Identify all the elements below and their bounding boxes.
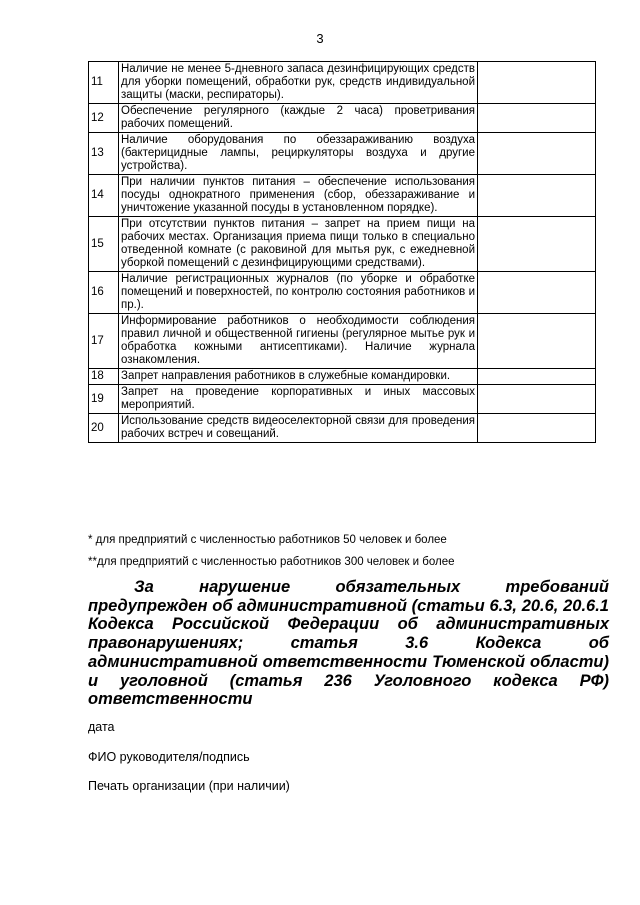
requirement-text: Информирование работников о необходимости соблюдения правил личной и общественной гигиены (регулярное мытье рук и обработка кожными антисептиками). Наличие журнала ознакомления.: [119, 314, 478, 369]
compliance-cell: [478, 62, 596, 104]
requirement-text: При отсутствии пунктов питания – запрет на прием пищи на рабочих местах. Организация приема пищи только в специально отведенной комнате (с раковиной для мытья рук, с ежедневной уборкой помещений с дезинфицирующими средствами).: [119, 217, 478, 272]
table-row: [89, 217, 596, 272]
compliance-cell: [478, 175, 596, 217]
requirement-text: Запрет направления работников в служебные командировки.: [119, 369, 478, 385]
requirements-table: [88, 61, 596, 443]
warning-line-1: За нарушение обязательных требований: [134, 578, 609, 596]
requirement-text: Использование средств видеоселекторной связи для проведения рабочих встреч и совещаний.: [119, 414, 478, 443]
row-number: 15: [89, 217, 119, 272]
requirement-text: Наличие оборудования по обеззараживанию воздуха (бактерицидные лампы, рециркуляторы воздуха и другие устройства).: [119, 133, 478, 175]
table-row: [89, 272, 596, 314]
row-number: 17: [89, 314, 119, 369]
table-row: [89, 369, 596, 385]
table-row: [89, 133, 596, 175]
warning-rest: предупрежден об административной (статьи 6.3, 20.6, 20.6.1 Кодекса Российской Федерации об административных правонарушениях; статья 3.6 Кодекса об административной ответственности Тюменской области) и уголовной (статья 236 Уголовного кодекса РФ) ответственности: [88, 596, 609, 709]
requirement-text: Наличие не менее 5-дневного запаса дезинфицирующих средств для уборки помещений, обработки рук, средств индивидуальной защиты (маски, респираторы).: [119, 62, 478, 104]
row-number: 14: [89, 175, 119, 217]
requirement-text: Наличие регистрационных журналов (по уборке и обработке помещений и поверхностей, по контролю состояния работников и пр.).: [119, 272, 478, 314]
table-row: [89, 62, 596, 104]
table-row: [89, 385, 596, 414]
compliance-cell: [478, 104, 596, 133]
table-row: [89, 414, 596, 443]
footnote-two-star: **для предприятий с численностью работников 300 человек и более: [88, 556, 455, 568]
row-number: 16: [89, 272, 119, 314]
requirement-text: Обеспечение регулярного (каждые 2 часа) проветривания рабочих помещений.: [119, 104, 478, 133]
stamp-label: Печать организации (при наличии): [88, 779, 290, 793]
row-number: 12: [89, 104, 119, 133]
row-number: 19: [89, 385, 119, 414]
head-signature-label: ФИО руководителя/подпись: [88, 750, 250, 764]
requirement-text: Запрет на проведение корпоративных и иных массовых мероприятий.: [119, 385, 478, 414]
table-row: [89, 175, 596, 217]
compliance-cell: [478, 133, 596, 175]
row-number: 11: [89, 62, 119, 104]
footnote-one-star: * для предприятий с численностью работников 50 человек и более: [88, 534, 447, 546]
row-number: 20: [89, 414, 119, 443]
page-number: 3: [316, 31, 324, 46]
row-number: 18: [89, 369, 119, 385]
row-number: 13: [89, 133, 119, 175]
compliance-cell: [478, 272, 596, 314]
requirement-text: При наличии пунктов питания – обеспечение использования посуды однократного применения (сбор, обеззараживание и уничтожение указанной посуды в установленном порядке).: [119, 175, 478, 217]
table-row: [89, 104, 596, 133]
date-label: дата: [88, 720, 115, 734]
liability-warning: [88, 578, 609, 709]
table-row: [89, 314, 596, 369]
compliance-cell: [478, 369, 596, 385]
compliance-cell: [478, 414, 596, 443]
compliance-cell: [478, 385, 596, 414]
compliance-cell: [478, 314, 596, 369]
compliance-cell: [478, 217, 596, 272]
